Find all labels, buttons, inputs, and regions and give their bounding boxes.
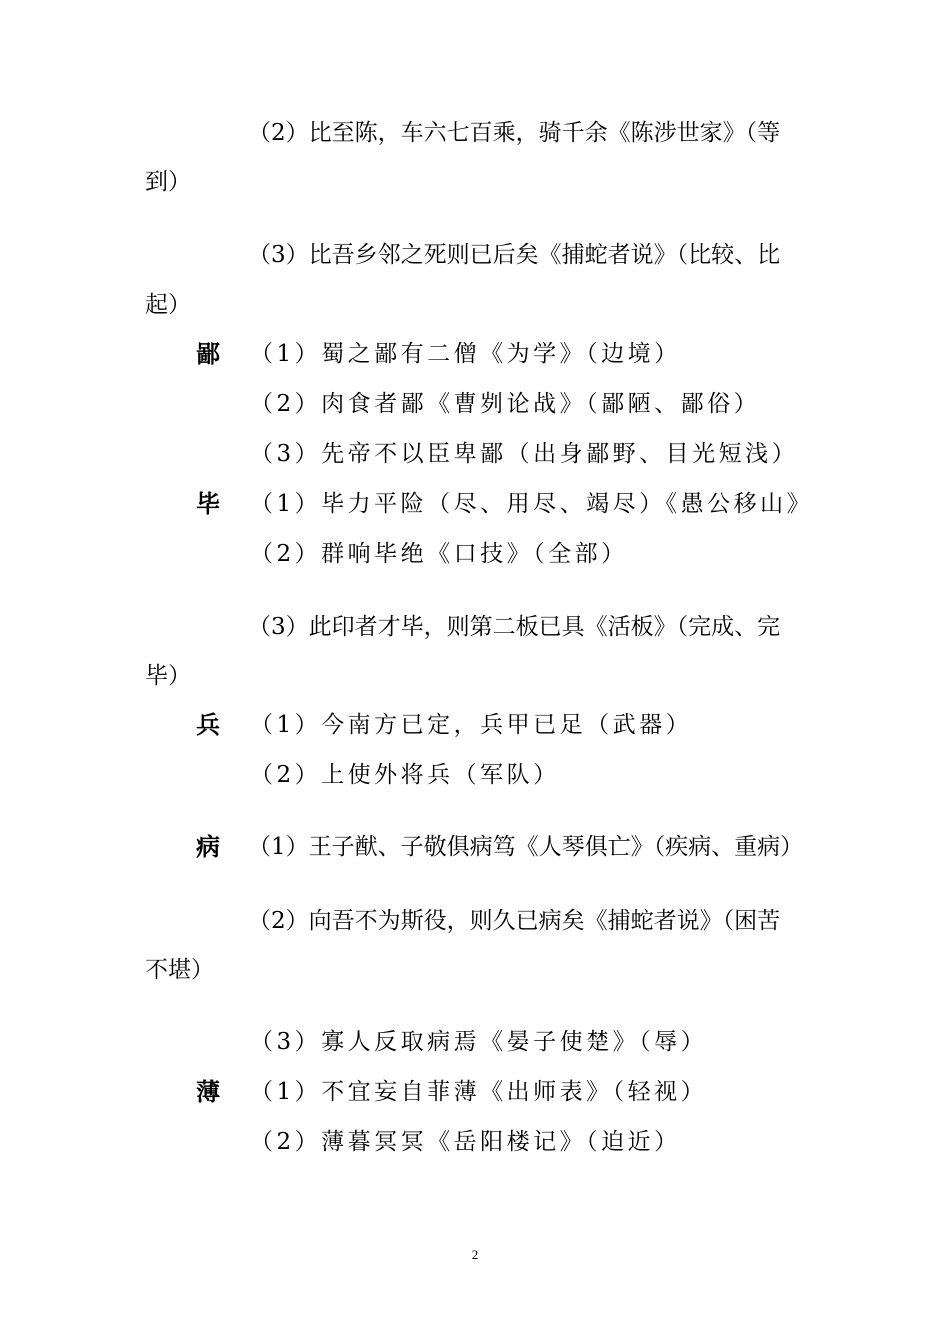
entry-line-wrap: 起） — [145, 292, 191, 318]
entry-line: （1）今南方已定，兵甲已足（武器） — [250, 712, 693, 738]
entry-line-wrap: 到） — [145, 169, 191, 195]
entry-line: （2）比至陈，车六七百乘，骑千余《陈涉世家》（等 — [248, 120, 781, 146]
entry-line: （3）比吾乡邻之死则已后矣《捕蛇者说》（比较、比 — [248, 242, 781, 268]
entry-line: （1）不宜妄自菲薄《出师表》（轻视） — [250, 1079, 708, 1105]
headword-bing: 兵 — [196, 711, 220, 739]
headword-bi4: 毕 — [196, 490, 220, 518]
entry-line: （2）薄暮冥冥《岳阳楼记》（迫近） — [250, 1129, 681, 1155]
headword-bo: 薄 — [196, 1078, 220, 1106]
entry-line: （3）先帝不以臣卑鄙（出身鄙野、目光短浅） — [250, 441, 799, 467]
entry-line: （1）王子猷、子敬俱病笃《人琴俱亡》（疾病、重病） — [248, 834, 804, 860]
entry-line: （3）寡人反取病焉《晏子使楚》（辱） — [250, 1029, 708, 1055]
headword-bi: 鄙 — [196, 340, 220, 368]
entry-line: （2）群响毕绝《口技》（全部） — [250, 541, 628, 567]
entry-line-wrap: 毕） — [145, 663, 191, 689]
headword-bing2: 病 — [196, 833, 220, 861]
page-number: 2 — [471, 1247, 479, 1262]
entry-line: （2）上使外将兵（军队） — [250, 762, 560, 788]
entry-line: （2）肉食者鄙《曹刿论战》（鄙陋、鄙俗） — [250, 391, 761, 417]
entry-line: （2）向吾不为斯役，则久已病矣《捕蛇者说》（困苦 — [248, 908, 781, 934]
entry-line: （3）此印者才毕，则第二板已具《活板》（完成、完 — [248, 614, 781, 640]
entry-line: （1）毕力平险（尽、用尽、竭尽）《愚公移山》 — [250, 491, 814, 517]
entry-line: （1）蜀之鄙有二僧《为学》（边境） — [250, 341, 681, 367]
entry-line-wrap: 不堪） — [145, 957, 214, 983]
